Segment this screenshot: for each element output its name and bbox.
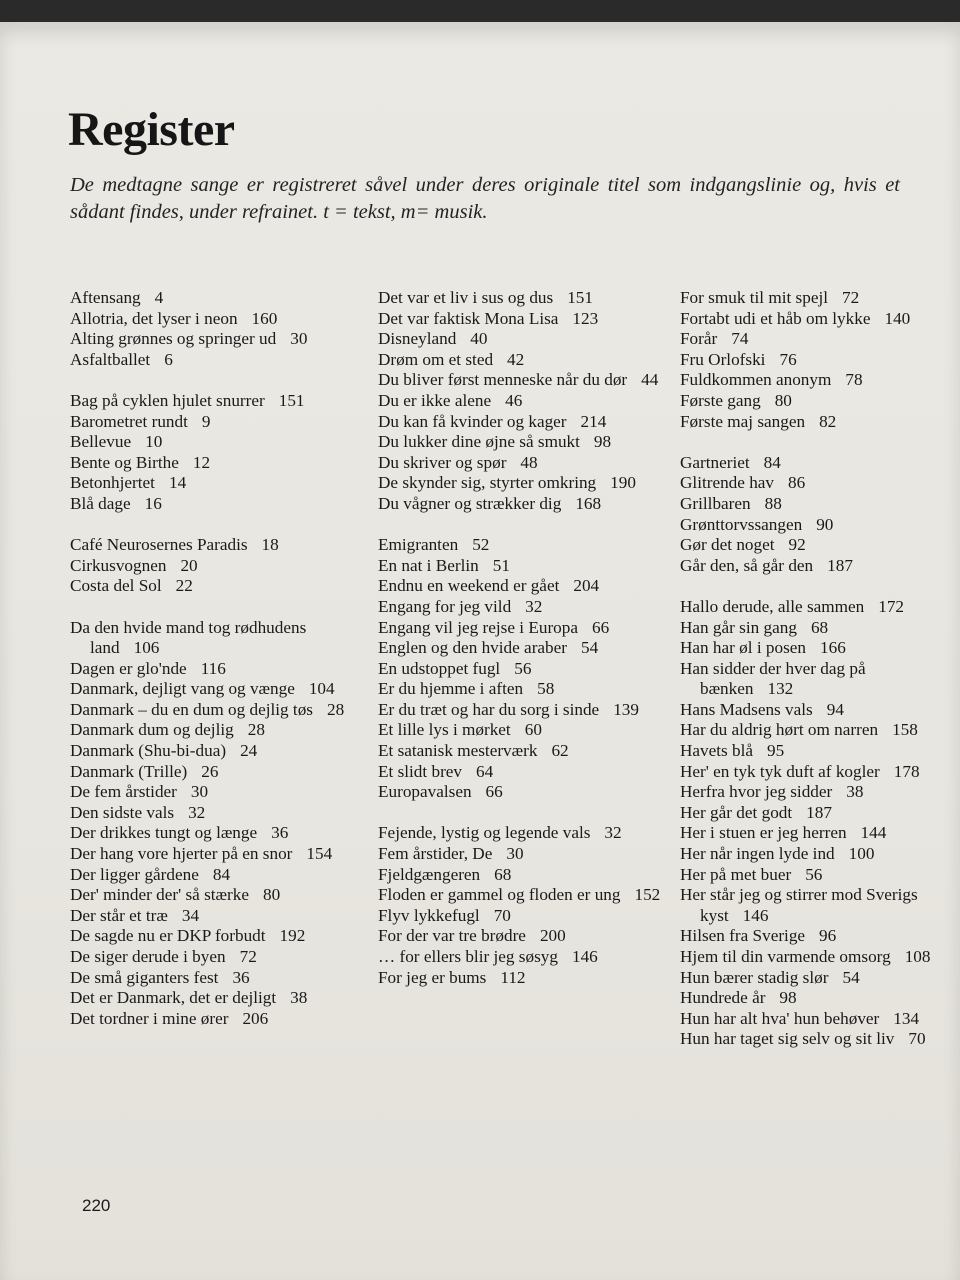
index-entry xyxy=(378,906,668,927)
index-entry xyxy=(378,412,668,433)
entry-page-number: 192 xyxy=(279,926,306,946)
entry-page-number: 9 xyxy=(201,411,211,431)
index-entry xyxy=(680,535,945,556)
entry-page-number: 44 xyxy=(641,370,659,390)
entry-page-number: 64 xyxy=(476,761,494,781)
entry-page-number: 62 xyxy=(551,741,569,761)
entry-title: Hallo derude, alle sammen xyxy=(680,596,865,616)
entry-page-number: 38 xyxy=(290,988,308,1008)
index-entry xyxy=(378,597,668,618)
entry-title: Bente og Birthe xyxy=(70,452,179,472)
entry-title: Er du hjemme i aften xyxy=(378,679,524,699)
entry-page-number: 26 xyxy=(201,761,219,781)
entry-page-number: 80 xyxy=(774,390,792,410)
index-entry xyxy=(378,823,668,844)
entry-title: Her på met buer xyxy=(680,864,792,884)
entry-page-number: 10 xyxy=(145,432,163,452)
index-entry xyxy=(680,515,945,536)
entry-page-number: 200 xyxy=(539,926,566,946)
entry-page-number: 20 xyxy=(180,555,198,575)
entry-title: Hjem til din varmende omsorg xyxy=(680,947,891,966)
index-entry xyxy=(70,535,355,556)
entry-title: Alting grønnes og springer ud xyxy=(70,329,277,349)
entry-title: Det tordner i mine ører xyxy=(70,1008,229,1028)
entry-title: Her står jeg og stirrer mod Sverigs kyst xyxy=(680,885,918,925)
index-entry xyxy=(680,638,945,659)
entry-title: Danmark dum og dejlig xyxy=(70,720,234,740)
entry-page-number: 151 xyxy=(567,288,593,307)
entry-page-number: 146 xyxy=(742,905,769,925)
entry-page-number: 16 xyxy=(144,493,162,513)
entry-title: Herfra hvor jeg sidder xyxy=(680,782,833,802)
entry-page-number: 24 xyxy=(240,741,258,761)
entry-title: Danmark (Trille) xyxy=(70,761,188,781)
entry-title: For smuk til mit spejl xyxy=(680,288,829,307)
index-entry xyxy=(680,865,945,886)
entry-page-number: 28 xyxy=(326,699,345,719)
entry-page-number: 140 xyxy=(884,308,911,328)
entry-title: Allotria, det lyser i neon xyxy=(70,308,238,328)
index-entry xyxy=(680,741,945,762)
entry-page-number: 28 xyxy=(247,720,265,740)
entry-page-number: 14 xyxy=(168,473,187,493)
entry-title: Han sidder der hver dag på bænken xyxy=(680,658,866,699)
entry-page-number: 51 xyxy=(492,555,510,575)
entry-title: Costa del Sol xyxy=(70,576,162,596)
entry-title: Gartneriet xyxy=(680,452,750,472)
entry-title: Er du træt og har du sorg i sinde xyxy=(378,699,600,719)
intro-text: De medtagne sange er registreret såvel under deres originale titel som indgangslinie og, hvis et sådant findes, under refrainet. t = tekst, m= musik. xyxy=(70,174,900,223)
entry-page-number: 74 xyxy=(731,329,749,349)
index-entry xyxy=(70,1009,355,1030)
index-entry xyxy=(680,309,945,330)
entry-title: … for ellers blir jeg søsyg xyxy=(378,947,558,966)
index-entry xyxy=(70,720,355,741)
entry-title: Du lukker dine øjne så smukt xyxy=(378,432,580,452)
entry-title: Forår xyxy=(680,329,718,349)
entry-title: De skynder sig, styrter omkring xyxy=(378,473,597,493)
page-number: 220 xyxy=(82,1196,111,1215)
entry-page-number: 48 xyxy=(520,452,538,472)
index-entry xyxy=(680,1009,945,1030)
entry-title: Et slidt brev xyxy=(378,761,463,781)
entry-page-number: 46 xyxy=(505,390,523,410)
index-entry xyxy=(70,844,355,865)
entry-title: Engang vil jeg rejse i Europa xyxy=(378,617,578,637)
index-entry xyxy=(680,350,945,371)
entry-page-number: 36 xyxy=(271,823,289,843)
index-entry xyxy=(378,453,668,474)
index-entry xyxy=(70,309,355,330)
entry-title: Hun har alt hva' hun behøver xyxy=(680,1008,880,1028)
index-entry xyxy=(70,906,355,927)
entry-page-number: 32 xyxy=(188,802,206,822)
entry-page-number: 72 xyxy=(239,947,257,966)
entry-title: Café Neurosernes Paradis xyxy=(70,535,248,555)
entry-title: Et satanisk mesterværk xyxy=(378,741,538,761)
index-column-3 xyxy=(680,288,945,1050)
entry-title: Har du aldrig hørt om narren xyxy=(680,720,879,740)
index-entry xyxy=(680,659,945,700)
entry-page-number: 6 xyxy=(164,349,173,369)
entry-title: Første gang xyxy=(680,390,761,410)
index-entry xyxy=(378,473,668,494)
index-entry xyxy=(680,453,945,474)
entry-title: En nat i Berlin xyxy=(378,555,479,575)
entry-title: Du vågner og strækker dig xyxy=(378,493,562,513)
entry-page-number: 92 xyxy=(788,535,806,555)
entry-page-number: 66 xyxy=(485,782,503,802)
index-entry xyxy=(680,700,945,721)
entry-title: Der ligger gårdene xyxy=(70,864,199,884)
index-entry xyxy=(378,865,668,886)
entry-title: Europavalsen xyxy=(378,782,472,802)
entry-title: Første maj sangen xyxy=(680,411,806,431)
index-entry xyxy=(680,370,945,391)
index-entry xyxy=(378,968,668,989)
index-entry xyxy=(70,679,355,700)
index-entry xyxy=(70,885,355,906)
entry-page-number: 66 xyxy=(591,617,610,637)
entry-title: Det er Danmark, det er dejligt xyxy=(70,988,277,1008)
entry-page-number: 22 xyxy=(175,576,193,596)
entry-page-number: 56 xyxy=(805,864,823,884)
index-entry xyxy=(70,659,355,680)
entry-title: Her' en tyk tyk duft af kogler xyxy=(680,761,880,781)
entry-title: Du skriver og spør xyxy=(378,452,507,472)
index-entry xyxy=(378,556,668,577)
entry-page-number: 158 xyxy=(892,720,918,740)
index-entry xyxy=(378,350,668,371)
entry-title: For der var tre brødre xyxy=(378,926,526,946)
entry-page-number: 100 xyxy=(848,844,875,864)
index-entry xyxy=(680,473,945,494)
entry-title: Endnu en weekend er gået xyxy=(378,576,560,596)
entry-page-number: 160 xyxy=(251,308,278,328)
entry-page-number: 90 xyxy=(816,514,834,534)
index-entry xyxy=(70,926,355,947)
index-entry xyxy=(680,494,945,515)
entry-title: Bag på cyklen hjulet snurrer xyxy=(70,390,265,410)
page-title: Register xyxy=(68,103,235,156)
index-entry xyxy=(378,782,668,803)
entry-page-number: 98 xyxy=(593,432,612,452)
entry-page-number: 36 xyxy=(232,967,250,987)
entry-page-number: 78 xyxy=(845,370,863,390)
entry-page-number: 30 xyxy=(190,782,209,802)
entry-page-number: 151 xyxy=(278,390,305,410)
book-page xyxy=(0,22,960,1280)
index-entry xyxy=(378,329,668,350)
entry-page-number: 190 xyxy=(610,473,636,493)
index-entry xyxy=(680,1029,945,1050)
entry-page-number: 84 xyxy=(212,864,231,884)
entry-page-number: 72 xyxy=(842,288,860,307)
entry-page-number: 42 xyxy=(507,349,525,369)
entry-title: Hundrede år xyxy=(680,988,766,1008)
entry-page-number: 12 xyxy=(192,452,211,472)
index-entry xyxy=(70,350,355,371)
entry-page-number: 30 xyxy=(290,329,308,349)
index-entry xyxy=(680,968,945,989)
index-entry xyxy=(378,720,668,741)
index-entry xyxy=(70,865,355,886)
entry-page-number: 187 xyxy=(806,802,832,822)
entry-page-number: 95 xyxy=(767,741,785,761)
index-entry xyxy=(378,432,668,453)
entry-page-number: 4 xyxy=(154,288,164,307)
entry-title: Dagen er glo'nde xyxy=(70,658,187,678)
entry-title: Fru Orlofski xyxy=(680,349,766,369)
index-entry xyxy=(680,762,945,783)
index-entry xyxy=(378,494,668,515)
index-entry xyxy=(680,288,945,309)
index-entry xyxy=(680,720,945,741)
entry-title: Engang for jeg vild xyxy=(378,596,512,616)
entry-page-number: 32 xyxy=(604,823,622,843)
entry-page-number: 96 xyxy=(819,926,837,946)
index-entry xyxy=(378,762,668,783)
entry-title: Fuldkommen anonym xyxy=(680,370,832,390)
index-entry xyxy=(680,803,945,824)
index-entry xyxy=(70,556,355,577)
entry-title: Cirkusvognen xyxy=(70,555,167,575)
entry-page-number: 104 xyxy=(308,679,335,699)
entry-title: Her i stuen er jeg herren xyxy=(680,823,847,843)
entry-title: Her når ingen lyde ind xyxy=(680,844,835,864)
index-entry xyxy=(378,576,668,597)
index-entry xyxy=(378,618,668,639)
entry-title: Aftensang xyxy=(70,288,141,307)
entry-page-number: 58 xyxy=(537,679,555,699)
entry-page-number: 168 xyxy=(575,493,602,513)
index-entry xyxy=(378,679,668,700)
index-entry xyxy=(680,844,945,865)
entry-page-number: 108 xyxy=(904,947,931,966)
entry-page-number: 86 xyxy=(788,473,806,493)
entry-title: Blå dage xyxy=(70,493,131,513)
entry-page-number: 18 xyxy=(261,535,279,555)
entry-page-number: 139 xyxy=(613,699,639,719)
entry-title: Der står et træ xyxy=(70,905,168,925)
index-entry xyxy=(378,638,668,659)
index-entry xyxy=(70,782,355,803)
index-entry xyxy=(378,288,668,309)
index-entry xyxy=(378,926,668,947)
entry-page-number: 88 xyxy=(764,493,782,513)
index-entry xyxy=(378,741,668,762)
entry-page-number: 40 xyxy=(470,329,488,349)
index-entry xyxy=(680,947,945,968)
index-entry xyxy=(70,494,355,515)
index-entry xyxy=(70,391,355,412)
entry-title: Du bliver først menneske når du dør xyxy=(378,370,628,390)
entry-page-number: 206 xyxy=(242,1008,269,1028)
entry-title: Fjeldgængeren xyxy=(378,864,481,884)
entry-title: Fortabt udi et håb om lykke xyxy=(680,308,871,328)
index-entry xyxy=(70,823,355,844)
entry-title: Går den, så går den xyxy=(680,555,814,575)
entry-title: Han går sin gang xyxy=(680,617,797,637)
entry-title: De sagde nu er DKP forbudt xyxy=(70,926,266,946)
entry-title: Asfaltballet xyxy=(70,349,151,369)
index-entry xyxy=(680,329,945,350)
entry-page-number: 30 xyxy=(506,844,524,864)
entry-page-number: 84 xyxy=(763,452,781,472)
entry-title: Da den hvide mand tog rødhudens land xyxy=(70,617,307,658)
entry-title: Han har øl i posen xyxy=(680,638,807,658)
entry-title: Her går det godt xyxy=(680,802,793,822)
entry-page-number: 172 xyxy=(878,596,905,616)
index-entry xyxy=(680,926,945,947)
index-entry xyxy=(70,803,355,824)
entry-page-number: 98 xyxy=(779,988,797,1008)
entry-page-number: 68 xyxy=(494,864,512,884)
entry-title: Hilsen fra Sverige xyxy=(680,926,806,946)
entry-title: Danmark – du en dum og dejlig tøs xyxy=(70,699,313,719)
entry-title: Der' minder der' så stærke xyxy=(70,885,249,905)
entry-title: Den sidste vals xyxy=(70,802,175,822)
entry-page-number: 112 xyxy=(500,967,526,987)
index-entry xyxy=(378,700,668,721)
entry-page-number: 32 xyxy=(525,596,543,616)
entry-title: Flyv lykkefugl xyxy=(378,905,480,925)
index-column-2 xyxy=(378,288,668,988)
entry-title: Der hang vore hjerter på en snor xyxy=(70,844,293,864)
entry-page-number: 123 xyxy=(572,308,599,328)
entry-title: Hun har taget sig selv og sit liv xyxy=(680,1029,895,1049)
entry-page-number: 178 xyxy=(893,761,920,781)
entry-title: Gør det noget xyxy=(680,535,775,555)
entry-page-number: 82 xyxy=(819,411,837,431)
index-entry xyxy=(70,947,355,968)
index-entry xyxy=(680,988,945,1009)
index-entry xyxy=(70,288,355,309)
index-entry xyxy=(680,823,945,844)
index-entry xyxy=(70,473,355,494)
index-entry xyxy=(70,453,355,474)
entry-title: Disneyland xyxy=(378,329,457,349)
entry-page-number: 152 xyxy=(634,885,661,905)
entry-title: Grønttorvssangen xyxy=(680,514,803,534)
entry-page-number: 52 xyxy=(472,535,490,555)
index-entry xyxy=(680,618,945,639)
index-entry xyxy=(70,762,355,783)
entry-title: Der drikkes tungt og længe xyxy=(70,823,258,843)
index-entry xyxy=(70,329,355,350)
entry-title: Glitrende hav xyxy=(680,473,775,493)
entry-title: Floden er gammel og floden er ung xyxy=(378,885,621,905)
index-entry xyxy=(70,618,355,659)
index-entry xyxy=(378,391,668,412)
index-column-1 xyxy=(70,288,355,1029)
entry-title: Det var faktisk Mona Lisa xyxy=(378,308,559,328)
entry-page-number: 214 xyxy=(580,411,607,431)
entry-title: De små giganters fest xyxy=(70,967,219,987)
index-entry xyxy=(70,968,355,989)
entry-title: De fem årstider xyxy=(70,782,177,802)
index-entry xyxy=(680,597,945,618)
entry-title: Havets blå xyxy=(680,741,754,761)
entry-page-number: 116 xyxy=(200,658,226,678)
entry-title: Emigranten xyxy=(378,535,459,555)
entry-page-number: 204 xyxy=(573,576,600,596)
entry-page-number: 70 xyxy=(908,1029,926,1049)
index-entry xyxy=(378,947,668,968)
index-entry xyxy=(70,741,355,762)
index-entry xyxy=(680,885,945,926)
entry-page-number: 146 xyxy=(571,947,598,966)
entry-title: Hans Madsens vals xyxy=(680,699,813,719)
entry-title: Betonhjertet xyxy=(70,473,155,493)
entry-page-number: 38 xyxy=(846,782,864,802)
entry-page-number: 134 xyxy=(893,1008,920,1028)
entry-title: Grillbaren xyxy=(680,493,751,513)
index-entry xyxy=(378,885,668,906)
entry-page-number: 154 xyxy=(306,844,333,864)
index-entry xyxy=(378,844,668,865)
index-entry xyxy=(378,659,668,680)
entry-page-number: 54 xyxy=(842,967,860,987)
entry-title: Fem årstider, De xyxy=(378,844,493,864)
entry-title: Du er ikke alene xyxy=(378,390,492,410)
entry-title: Danmark, dejligt vang og vænge xyxy=(70,679,295,699)
index-entry xyxy=(70,432,355,453)
entry-title: De siger derude i byen xyxy=(70,947,226,966)
entry-title: En udstoppet fugl xyxy=(378,658,501,678)
entry-title: Et lille lys i mørket xyxy=(378,720,511,740)
index-entry xyxy=(680,391,945,412)
index-entry xyxy=(378,309,668,330)
entry-page-number: 56 xyxy=(514,658,532,678)
entry-page-number: 68 xyxy=(810,617,829,637)
entry-title: Det var et liv i sus og dus xyxy=(378,288,554,307)
entry-page-number: 34 xyxy=(181,905,200,925)
entry-page-number: 80 xyxy=(262,885,281,905)
index-entry xyxy=(680,412,945,433)
entry-page-number: 94 xyxy=(826,699,844,719)
index-entry xyxy=(378,370,668,391)
entry-page-number: 187 xyxy=(827,555,853,575)
entry-page-number: 106 xyxy=(133,638,160,658)
index-entry xyxy=(70,700,355,721)
entry-page-number: 166 xyxy=(820,638,846,658)
entry-title: Drøm om et sted xyxy=(378,349,494,369)
entry-page-number: 54 xyxy=(581,638,599,658)
entry-page-number: 60 xyxy=(524,720,542,740)
index-entry xyxy=(70,988,355,1009)
index-entry xyxy=(378,535,668,556)
index-entry xyxy=(680,782,945,803)
entry-title: Barometret rundt xyxy=(70,411,188,431)
entry-title: For jeg er bums xyxy=(378,967,487,987)
entry-page-number: 76 xyxy=(779,349,797,369)
entry-title: Fejende, lystig og legende vals xyxy=(378,823,591,843)
entry-title: Englen og den hvide araber xyxy=(378,638,567,658)
entry-title: Danmark (Shu-bi-dua) xyxy=(70,741,227,761)
entry-title: Hun bærer stadig slør xyxy=(680,967,829,987)
entry-page-number: 70 xyxy=(493,905,511,925)
index-entry xyxy=(680,556,945,577)
entry-title: Bellevue xyxy=(70,432,132,452)
index-entry xyxy=(70,412,355,433)
entry-title: Du kan få kvinder og kager xyxy=(378,411,567,431)
entry-page-number: 132 xyxy=(767,679,794,699)
entry-page-number: 144 xyxy=(860,823,887,843)
index-entry xyxy=(70,576,355,597)
